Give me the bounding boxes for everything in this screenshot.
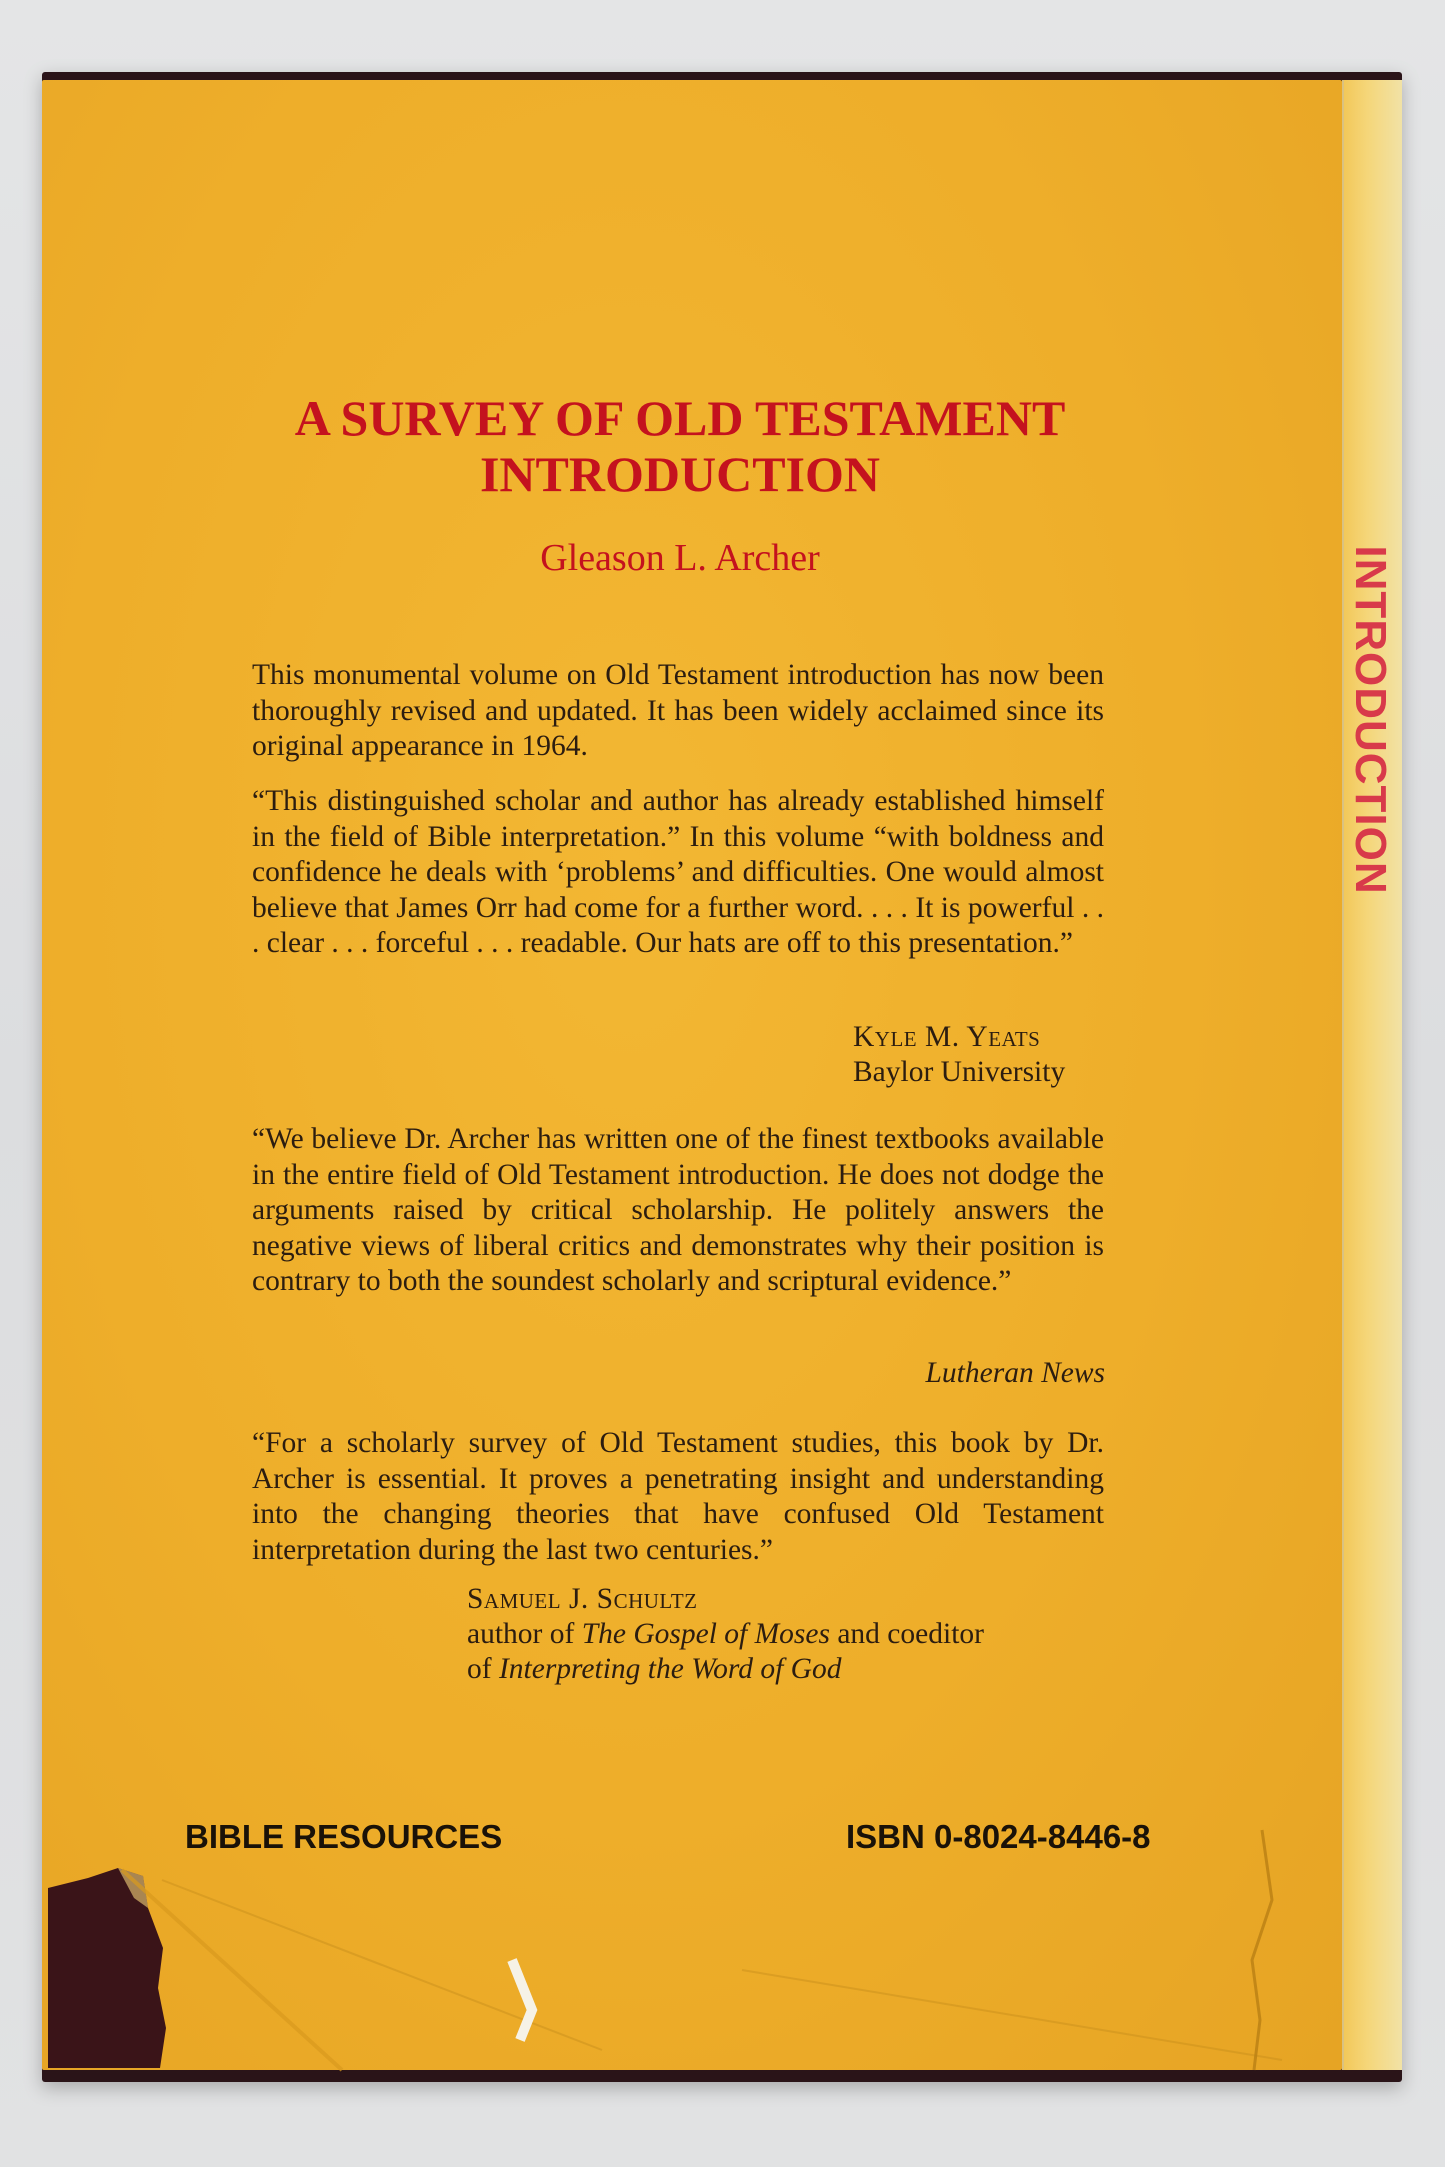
quote-2: “We believe Dr. Archer has written one of the finest textbooks available in the entire field of Old Testament introduction. He does not dodge the arguments raised by critical scholarship. He politely answers the negative views of liberal critics and demonstrates why their position is contrary to both the soundest scholarly and scriptural evidence.” (252, 1123, 1104, 1297)
book-title-line1: A SURVEY OF OLD TESTAMENT (294, 390, 1066, 446)
quote-1: “This distinguished scholar and author has already established himself in the field of Bible interpretation.” In this volume “with boldness and confidence he deals with ‘problems’ and difficulties. One would almost believe that James Orr had come for a further word. . . . It is powerful . . . clear . . . forceful . . . readable. Our hats are off to this presentation.” (252, 785, 1104, 959)
quote-3-line2-suffix: and coeditor (829, 1618, 984, 1650)
quote-3-line3-prefix: of (467, 1653, 499, 1685)
isbn-label: ISBN 0-8024-8446-8 (846, 1818, 1151, 1855)
quote-1-affiliation: Baylor University (853, 1056, 1066, 1088)
quote-2-source: Lutheran News (925, 1357, 1105, 1389)
quote-3-book2: Interpreting the Word of God (498, 1653, 842, 1685)
book-author: Gleason L. Archer (540, 537, 820, 579)
quote-3: “For a scholarly survey of Old Testament studies, this book by Dr. Archer is essential. It proves a penetrating insight and understanding into the changing theories that have confused Old Testament interpretation during the last two centuries.” (252, 1427, 1104, 1566)
dust-jacket-back (42, 80, 1342, 2070)
spine-text (1346, 440, 1395, 1000)
category-label: BIBLE RESOURCES (185, 1818, 503, 1855)
quote-1-author: Kyle M. Yeats (853, 1021, 1041, 1053)
book-title (200, 390, 1160, 502)
quote-3-attribution (467, 1582, 984, 1687)
book-title-line2: INTRODUCTION (479, 446, 881, 502)
quote-3-book1: The Gospel of Moses (581, 1618, 830, 1650)
description-paragraph: This monumental volume on Old Testament introduction has now been thoroughly revised and updated. It has been widely acclaimed since its original appearance in 1964. (252, 659, 1104, 762)
quote-3-line2-prefix: author of (467, 1618, 582, 1650)
quote-1-attribution (853, 1020, 1105, 1090)
quote-3-author: Samuel J. Schultz (467, 1583, 698, 1615)
spine-title: INTRODUCTION (1346, 545, 1395, 895)
jacket-wear-creases (42, 1820, 1342, 2080)
dust-jacket-spine (1342, 80, 1402, 2070)
